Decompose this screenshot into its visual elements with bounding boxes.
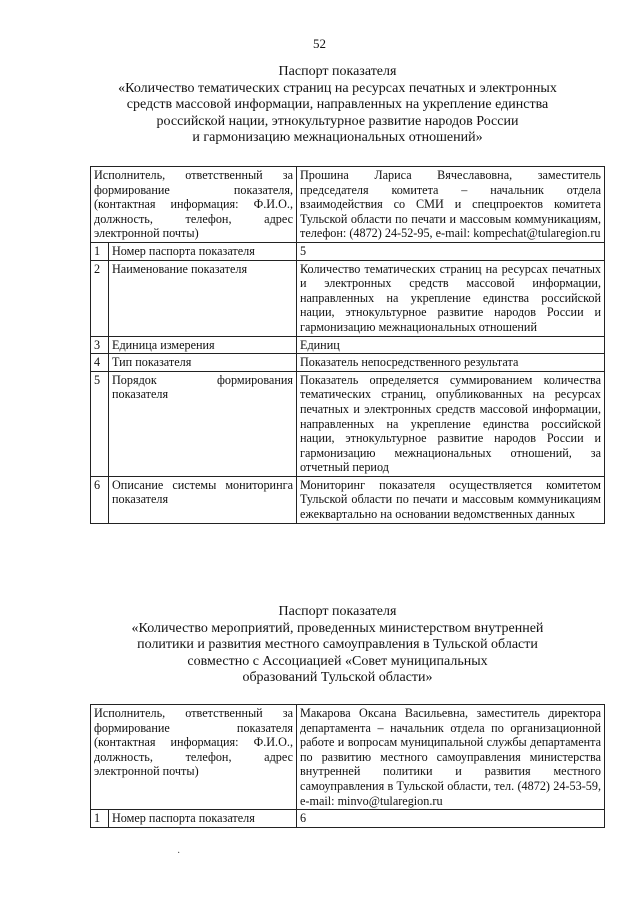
row-number: 6 [91, 476, 109, 523]
executor-label: Исполнитель, ответственный за формирование показателя, (контактная информация: Ф.И.О., должность, телефон, адрес электронной почты) [91, 167, 297, 243]
section1-heading: Паспорт показателя [278, 64, 397, 79]
row-number: 3 [91, 336, 109, 354]
row-label: Порядок формирования показателя [109, 371, 297, 476]
table-row [91, 354, 605, 372]
row-number: 1 [91, 242, 109, 260]
table-row [91, 476, 605, 523]
section2-passport-table [90, 704, 605, 828]
row-label: Тип показателя [109, 354, 297, 372]
section1-passport-table [90, 166, 605, 524]
table-row [91, 705, 605, 810]
section2-title-line: политики и развития местного самоуправления в Тульской области [137, 637, 538, 652]
table-row [91, 336, 605, 354]
row-label: Наименование показателя [109, 260, 297, 336]
section1-title-line: и гармонизацию межнациональных отношений» [192, 130, 483, 145]
row-value: Показатель непосредственного результата [297, 354, 605, 372]
row-number: 1 [91, 810, 109, 828]
page-number: 52 [313, 36, 326, 51]
row-label: Номер паспорта показателя [109, 242, 297, 260]
stray-mark: · [177, 848, 181, 859]
section2-title-line: «Количество мероприятий, проведенных министерством внутренней [131, 620, 544, 636]
row-value: Мониторинг показателя осуществляется комитетом Тульской области по печати и массовым коммуникациям ежеквартально на основании ведомственных данных [297, 476, 605, 523]
row-number: 2 [91, 260, 109, 336]
executor-label: Исполнитель, ответственный за формирование показателя (контактная информация: Ф.И.О., должность, телефон, адрес электронной почты) [91, 705, 297, 810]
row-value: Показатель определяется суммированием количества тематических страниц, опубликованных на ресурсах печатных и электронных средств массовой информации, направленных на укрепление единства российской нации, этнокультурное развитие народов России и гармонизацию межнациональных отношений, за отчетный период [297, 371, 605, 476]
section1-title-line: «Количество тематических страниц на ресурсах печатных и электронных [118, 80, 557, 96]
row-label: Описание системы мониторинга показателя [109, 476, 297, 523]
row-value: Единиц [297, 336, 605, 354]
row-number: 4 [91, 354, 109, 372]
row-value: 6 [297, 810, 605, 828]
row-label: Номер паспорта показателя [109, 810, 297, 828]
section2-title-line: совместно с Ассоциацией «Совет муниципальных [187, 653, 488, 669]
row-number: 5 [91, 371, 109, 476]
table-row [91, 371, 605, 476]
table-row [91, 260, 605, 336]
executor-value: Прошина Лариса Вячеславовна, заместитель председателя комитета – начальник отдела взаимодействия со СМИ и спецпроектов комитета Тульской области по печати и массовым коммуникациям, телефон: (4872) 24-52-95, e-mail: kompechat@tularegion.ru [297, 167, 605, 243]
table-row [91, 242, 605, 260]
row-value: 5 [297, 242, 605, 260]
section2-title-line: образований Тульской области» [242, 670, 433, 685]
table-row [91, 810, 605, 828]
section2-title [60, 604, 615, 687]
section1-title [60, 64, 615, 147]
table-row [91, 167, 605, 243]
executor-value: Макарова Оксана Васильевна, заместитель директора департамента – начальник отдела по организационной работе и вопросам муниципальной службы департамента по развитию местного самоуправления министерства внутренней политики и развития местного самоуправления в Тульской области, тел. (4872) 24-53-59, e-mail: minvo@tularegion.ru [297, 705, 605, 810]
section2-heading: Паспорт показателя [278, 604, 397, 619]
row-value: Количество тематических страниц на ресурсах печатных и электронных средств массовой информации, направленных на укрепление единства российской нации, этнокультурное развитие народов России и гармонизацию межнациональных отношений [297, 260, 605, 336]
section1-title-line: средств массовой информации, направленных на укрепление единства [126, 97, 549, 112]
section1-title-line: российской нации, этнокультурное развитие народов России [156, 113, 519, 129]
row-label: Единица измерения [109, 336, 297, 354]
